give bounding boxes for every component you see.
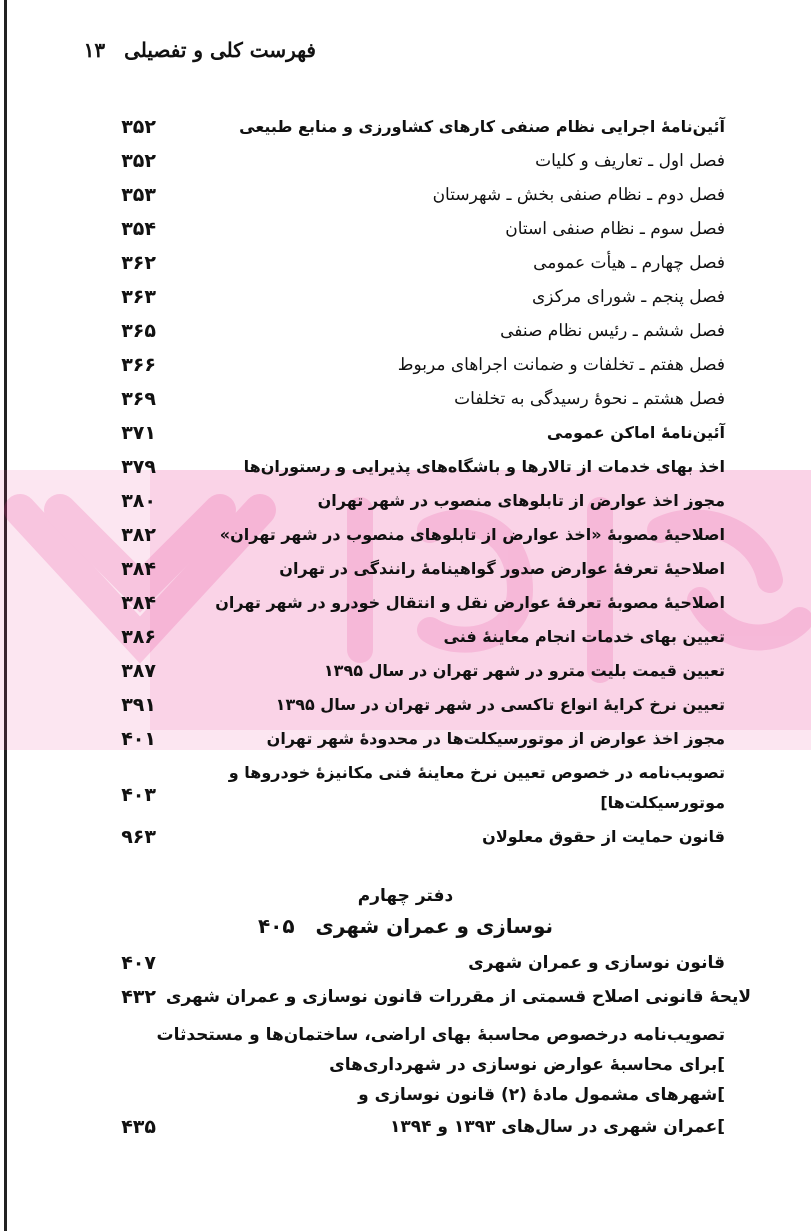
toc-entry[interactable] (0, 520, 811, 554)
toc-entry-page: ۴۰۳ (121, 784, 156, 806)
toc-entry-page: ۴۰۱ (121, 728, 156, 750)
header-title: فهرست کلی و تفصیلی (124, 38, 316, 62)
section-title (0, 914, 811, 938)
toc-entry[interactable] (0, 948, 811, 982)
toc-entry-title: فصل دوم ـ نظام صنفی بخش ـ شهرستان (432, 185, 725, 205)
toc-entry-page: ۳۷۱ (121, 422, 156, 444)
toc-entry[interactable] (0, 418, 811, 452)
toc-entry-page: ۴۳۵ (121, 1116, 156, 1138)
toc-entry-page: ۳۸۷ (121, 660, 156, 682)
toc-entry-title: فصل چهارم ـ هیأت عمومی (533, 253, 725, 273)
toc-entry-title-line: ]شهرهای مشمول مادهٔ (۲) قانون نوسازی و (358, 1085, 725, 1105)
toc-entry-page: ۳۸۴ (121, 558, 156, 580)
table-of-contents (0, 112, 811, 1150)
section-page: ۴۰۵ (257, 914, 295, 938)
toc-entry-title-line: موتورسیکلت‌ها] (600, 793, 725, 812)
toc-entry-title: اخذ بهای خدمات از تالارها و باشگاه‌های پذیرایی و رستوران‌ها (243, 457, 725, 476)
toc-entry-page: ۳۸۲ (121, 524, 156, 546)
toc-entry-page: ۳۷۹ (121, 456, 156, 478)
toc-entry-title: فصل هفتم ـ تخلفات و ضمانت اجراهای مربوط (397, 355, 725, 375)
toc-entry-title: تعیین بهای خدمات انجام معاینهٔ فنی (443, 627, 725, 646)
toc-entry-page: ۳۸۶ (121, 626, 156, 648)
section-label: دفتر چهارم (357, 886, 454, 906)
toc-entry-multiline[interactable] (0, 758, 811, 822)
toc-entry-title: مجوز اخذ عوارض از موتورسیکلت‌ها در محدودهٔ شهر تهران (266, 729, 725, 748)
toc-entry-page: ۳۸۰ (121, 490, 156, 512)
section-heading (0, 856, 811, 948)
toc-entry-page: ۳۸۴ (121, 592, 156, 614)
toc-entry-title: قانون نوسازی و عمران شهری (468, 953, 725, 973)
toc-entry-multiline[interactable] (0, 1020, 811, 1150)
toc-entry-page: ۴۰۷ (121, 952, 156, 974)
toc-entry[interactable] (0, 822, 811, 856)
toc-entry-title: مجوز اخذ عوارض از تابلوهای منصوب در شهر تهران (317, 491, 725, 510)
toc-entry-title-line: ]برای محاسبهٔ عوارض نوسازی در شهرداری‌های (329, 1055, 725, 1075)
toc-entry-page: ۳۶۶ (121, 354, 156, 376)
toc-entry[interactable] (0, 112, 811, 146)
toc-entry-page: ۳۶۵ (121, 320, 156, 342)
toc-entry[interactable] (0, 282, 811, 316)
toc-entry-title: فصل سوم ـ نظام صنفی استان (505, 219, 725, 239)
toc-entry[interactable] (0, 724, 811, 758)
toc-entry-title: قانون حمایت از حقوق معلولان (482, 827, 725, 846)
toc-entry[interactable] (0, 180, 811, 214)
toc-entry-title: اصلاحیهٔ تعرفهٔ عوارض صدور گواهینامهٔ رانندگی در تهران (279, 559, 725, 578)
toc-entry[interactable] (0, 350, 811, 384)
toc-entry[interactable] (0, 452, 811, 486)
toc-entry-title: اصلاحیهٔ مصوبهٔ تعرفهٔ عوارض نقل و انتقال خودرو در شهر تهران (215, 593, 725, 612)
toc-entry-page: ۳۵۲ (121, 116, 156, 138)
toc-entry-page: ۹۶۳ (121, 826, 156, 848)
toc-entry-title: فصل ششم ـ رئیس نظام صنفی (500, 321, 725, 341)
toc-entry-title: آئین‌نامهٔ اماکن عمومی (546, 423, 725, 442)
toc-entry-page: ۳۵۴ (121, 218, 156, 240)
toc-entry-page: ۴۳۲ (121, 986, 156, 1008)
toc-entry[interactable] (0, 316, 811, 350)
toc-entry-title: فصل پنجم ـ شورای مرکزی (531, 287, 725, 307)
toc-entry[interactable] (0, 656, 811, 690)
toc-entry-page: ۳۶۲ (121, 252, 156, 274)
toc-entry[interactable] (0, 486, 811, 520)
toc-entry-page: ۳۶۹ (121, 388, 156, 410)
toc-entry-page: ۳۵۲ (121, 150, 156, 172)
toc-entry[interactable] (0, 384, 811, 418)
toc-entry-title-line: تصویب‌نامه در خصوص تعیین نرخ معاینهٔ فنی مکانیزهٔ خودروها و (228, 763, 725, 782)
toc-entry-page: ۳۹۱ (121, 694, 156, 716)
toc-entry-title: آئین‌نامهٔ اجرایی نظام صنفی کارهای کشاورزی و منابع طبیعی (239, 117, 725, 136)
toc-entry[interactable] (0, 146, 811, 180)
toc-entry-title: تعیین نرخ کرایهٔ انواع تاکسی در شهر تهران در سال ۱۳۹۵ (275, 695, 725, 714)
toc-entry[interactable] (0, 214, 811, 248)
toc-entry[interactable] (0, 690, 811, 724)
toc-entry-title: اصلاحیهٔ مصوبهٔ «اخذ عوارض از تابلوهای منصوب در شهر تهران» (219, 525, 725, 544)
toc-entry-title-line: ]عمران شهری در سال‌های ۱۳۹۳ و ۱۳۹۴ (389, 1117, 725, 1137)
toc-entry-title: لایحهٔ قانونی اصلاح قسمتی از مقررات قانون نوسازی و عمران شهری (165, 987, 751, 1007)
toc-entry[interactable] (0, 588, 811, 622)
toc-entry-title: فصل اول ـ تعاریف و کلیات (535, 151, 725, 171)
header-page-number: ۱۳ (83, 38, 106, 62)
toc-entry-title: تعیین قیمت بلیت مترو در شهر تهران در سال ۱۳۹۵ (323, 661, 725, 680)
toc-entry[interactable] (0, 554, 811, 588)
toc-entry-title-line: تصویب‌نامه درخصوص محاسبهٔ بهای اراضی، ساختمان‌ها و مستحدثات (156, 1025, 725, 1045)
toc-entry-page: ۳۵۳ (121, 184, 156, 206)
toc-entry[interactable] (0, 982, 811, 1020)
section-title-text: نوسازی و عمران شهری (315, 914, 554, 938)
toc-entry-title: فصل هشتم ـ نحوهٔ رسیدگی به تخلفات (454, 389, 725, 409)
toc-entry[interactable] (0, 248, 811, 282)
toc-entry[interactable] (0, 622, 811, 656)
page-header (72, 38, 316, 62)
toc-entry-page: ۳۶۳ (121, 286, 156, 308)
